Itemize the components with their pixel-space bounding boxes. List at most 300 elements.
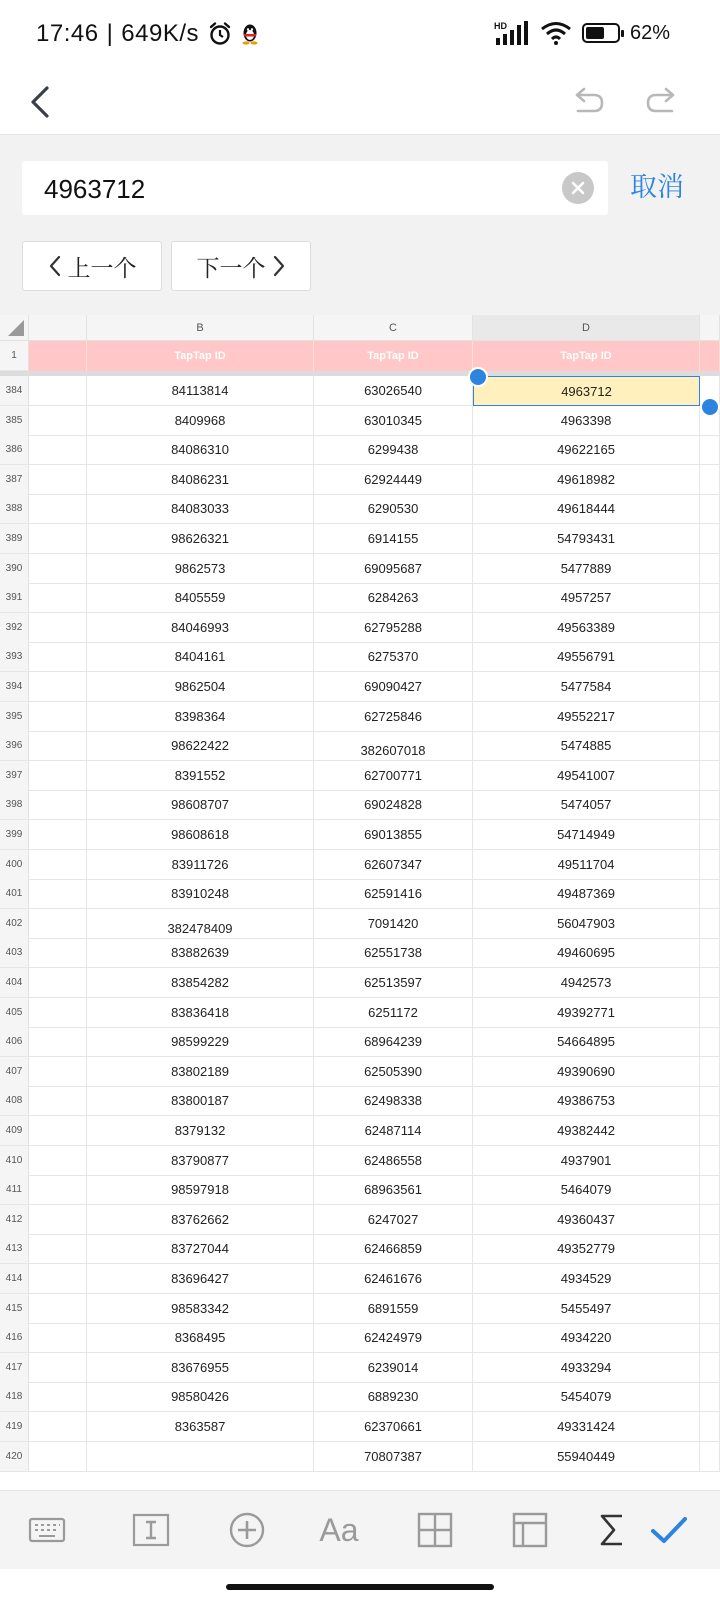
redo-button[interactable] [632,70,692,134]
cell-d[interactable]: 5477889 [473,554,700,584]
cell-b[interactable] [87,1442,314,1472]
cell-e[interactable] [700,731,720,761]
row-number[interactable]: 388 [0,494,29,524]
row-number[interactable]: 405 [0,998,29,1028]
cell-d[interactable]: 56047903 [473,909,700,939]
cell-b[interactable]: 98608707 [87,790,314,820]
cell-d[interactable]: 5474885 [473,731,700,761]
cell-a[interactable] [29,1086,87,1116]
cell-c[interactable]: 62725846 [314,702,473,732]
row-number[interactable]: 413 [0,1234,29,1264]
table-row [0,1116,720,1146]
cell-e[interactable] [700,1146,720,1176]
cell-c[interactable]: 63026540 [314,376,473,406]
cell-a[interactable] [29,1353,87,1383]
row-number[interactable]: 402 [0,909,29,939]
cell-b[interactable]: 382478409 [87,909,314,939]
cell-c[interactable]: 6284263 [314,583,473,613]
cell-a[interactable] [29,1412,87,1442]
cell-c[interactable]: 6251172 [314,998,473,1028]
cell-b[interactable]: 83762662 [87,1205,314,1235]
header-cell-d[interactable]: TapTap ID [473,341,700,371]
cell-b[interactable]: 98626321 [87,524,314,554]
cell-c[interactable]: 62498338 [314,1086,473,1116]
row-number[interactable]: 404 [0,968,29,998]
cell-a[interactable] [29,1116,87,1146]
row-number[interactable]: 384 [0,376,29,406]
confirm-icon [649,1514,689,1546]
table-row [0,879,720,909]
cell-a[interactable] [29,524,87,554]
table-row [0,909,720,939]
cell-e[interactable] [700,1234,720,1264]
cell-edit-button[interactable] [126,1505,176,1555]
row-number[interactable]: 419 [0,1412,29,1442]
status-time: 17:46 [36,20,99,47]
cell-a[interactable] [29,1294,87,1324]
cell-e[interactable] [700,1057,720,1087]
status-separator: | [106,20,114,47]
cell-b[interactable]: 8368495 [87,1323,314,1353]
insert-button[interactable] [222,1505,272,1555]
table-icon [417,1512,453,1548]
cell-c[interactable]: 69024828 [314,790,473,820]
row-number[interactable]: 410 [0,1146,29,1176]
cell-a[interactable] [29,909,87,939]
row-number[interactable]: 396 [0,731,29,761]
cell-c[interactable]: 62487114 [314,1116,473,1146]
cell-d[interactable]: 49556791 [473,642,700,672]
cell-format-button[interactable] [410,1505,460,1555]
table-row [0,1205,720,1235]
cell-c[interactable]: 6299438 [314,435,473,465]
cell-e[interactable] [700,1412,720,1442]
cell-e[interactable] [700,642,720,672]
cell-e[interactable] [700,613,720,643]
cell-e[interactable] [700,879,720,909]
row-number[interactable]: 398 [0,790,29,820]
cell-a[interactable] [29,850,87,880]
cell-b[interactable]: 84086310 [87,435,314,465]
cell-e[interactable] [700,494,720,524]
redo-icon [644,87,680,117]
table-row [0,672,720,702]
cell-b[interactable]: 98622422 [87,731,314,761]
cell-d[interactable]: 55940449 [473,1442,700,1472]
cell-d[interactable]: 4942573 [473,968,700,998]
cell-b[interactable]: 98597918 [87,1175,314,1205]
cell-c[interactable]: 62513597 [314,968,473,998]
cell-c[interactable]: 6914155 [314,524,473,554]
close-icon [571,181,585,195]
row-number[interactable]: 412 [0,1205,29,1235]
status-bar [0,0,720,70]
cell-d[interactable]: 49541007 [473,761,700,791]
cell-e[interactable] [700,1353,720,1383]
cell-c[interactable]: 6247027 [314,1205,473,1235]
chevron-left-icon [28,85,52,119]
cell-e[interactable] [700,583,720,613]
cell-e[interactable] [700,1027,720,1057]
cell-d[interactable]: 49352779 [473,1234,700,1264]
cell-b[interactable]: 83802189 [87,1057,314,1087]
row-number[interactable]: 415 [0,1294,29,1324]
cell-e[interactable] [700,1323,720,1353]
cell-d[interactable]: 49360437 [473,1205,700,1235]
cell-a[interactable] [29,1146,87,1176]
font-button[interactable] [314,1505,364,1555]
row-number[interactable]: 400 [0,850,29,880]
cell-a[interactable] [29,406,87,436]
cell-b[interactable]: 9862504 [87,672,314,702]
cell-b[interactable]: 84046993 [87,613,314,643]
row-number[interactable]: 393 [0,642,29,672]
header-cell-c[interactable]: TapTap ID [314,341,473,371]
cell-e[interactable] [700,465,720,495]
row-number[interactable]: 390 [0,554,29,584]
header-cell-e[interactable] [700,341,720,371]
cell-e[interactable] [700,702,720,732]
cell-d[interactable]: 49563389 [473,613,700,643]
clear-search-button[interactable] [562,172,594,204]
cell-a[interactable] [29,465,87,495]
cell-c[interactable]: 69095687 [314,554,473,584]
table-row [0,998,720,1028]
cell-c[interactable]: 70807387 [314,1442,473,1472]
cell-e[interactable] [700,1442,720,1472]
battery-fill [586,27,604,39]
selection-handle-start[interactable] [468,367,488,387]
cell-d[interactable]: 54664895 [473,1027,700,1057]
cell-b[interactable]: 98608618 [87,820,314,850]
cell-e[interactable] [700,820,720,850]
cell-e[interactable] [700,909,720,939]
cell-d[interactable]: 4937901 [473,1146,700,1176]
cell-c[interactable]: 63010345 [314,406,473,436]
cell-d[interactable]: 49382442 [473,1116,700,1146]
next-result-button[interactable] [171,241,311,291]
cell-d[interactable]: 49386753 [473,1086,700,1116]
cell-c[interactable]: 62551738 [314,938,473,968]
cell-d[interactable]: 49460695 [473,938,700,968]
cell-e[interactable] [700,1116,720,1146]
cell-e[interactable] [700,761,720,791]
search-box [22,161,608,215]
cell-d[interactable]: 4934529 [473,1264,700,1294]
row-number[interactable]: 391 [0,583,29,613]
cell-e[interactable] [700,1382,720,1412]
cell-b[interactable]: 83854282 [87,968,314,998]
row-number[interactable]: 387 [0,465,29,495]
alarm-icon [207,21,233,47]
cell-a[interactable] [29,1323,87,1353]
cell-a[interactable] [29,613,87,643]
cell-b[interactable]: 8398364 [87,702,314,732]
table-row [0,1353,720,1383]
cell-e[interactable] [700,790,720,820]
cell-a[interactable] [29,1234,87,1264]
row-number[interactable]: 407 [0,1057,29,1087]
cell-a[interactable] [29,1057,87,1087]
cell-a[interactable] [29,1382,87,1412]
status-right [494,20,670,46]
cell-b[interactable]: 84113814 [87,376,314,406]
cell-e[interactable] [700,1086,720,1116]
cell-c[interactable]: 62924449 [314,465,473,495]
cell-a[interactable] [29,554,87,584]
cell-b[interactable]: 98580426 [87,1382,314,1412]
row-number[interactable]: 395 [0,702,29,732]
cell-b[interactable]: 83696427 [87,1264,314,1294]
row-number[interactable]: 406 [0,1027,29,1057]
column-header-a[interactable] [29,315,87,341]
cell-d[interactable]: 5464079 [473,1175,700,1205]
cell-b[interactable]: 8409968 [87,406,314,436]
table-row [0,1146,720,1176]
row-number[interactable]: 399 [0,820,29,850]
search-panel [0,135,720,315]
cell-c[interactable]: 62486558 [314,1146,473,1176]
table-row [0,1294,720,1324]
cell-d[interactable]: 49618444 [473,494,700,524]
cell-b[interactable]: 83910248 [87,879,314,909]
table-row [0,1323,720,1353]
cell-c[interactable]: 6239014 [314,1353,473,1383]
cell-c[interactable]: 68963561 [314,1175,473,1205]
qq-penguin-icon [241,23,259,45]
cell-c[interactable]: 6275370 [314,642,473,672]
cell-a[interactable] [29,702,87,732]
row-number[interactable]: 394 [0,672,29,702]
cell-b[interactable]: 83727044 [87,1234,314,1264]
cell-e[interactable] [700,435,720,465]
cell-c[interactable]: 68964239 [314,1027,473,1057]
cell-c[interactable]: 62607347 [314,850,473,880]
cell-a[interactable] [29,879,87,909]
cell-d[interactable]: 5477584 [473,672,700,702]
cell-c[interactable]: 62466859 [314,1234,473,1264]
chevron-left-icon [48,255,62,277]
cell-c[interactable]: 62424979 [314,1323,473,1353]
cell-d[interactable]: 49331424 [473,1412,700,1442]
row-number[interactable]: 401 [0,879,29,909]
cell-b[interactable]: 83676955 [87,1353,314,1383]
row-number[interactable]: 397 [0,761,29,791]
cell-a[interactable] [29,376,87,406]
cell-d[interactable]: 49390690 [473,1057,700,1087]
cell-b[interactable]: 98583342 [87,1294,314,1324]
cell-a[interactable] [29,938,87,968]
selected-cell[interactable]: 4963712 [473,376,700,406]
cell-d[interactable]: 4933294 [473,1353,700,1383]
row-number[interactable]: 418 [0,1382,29,1412]
table-row [0,850,720,880]
confirm-button[interactable] [644,1505,694,1555]
row-number-1[interactable]: 1 [0,341,29,371]
table-row [0,406,720,436]
font-icon: Aa [319,1511,359,1548]
search-input[interactable] [42,161,566,217]
cell-d[interactable]: 49622165 [473,435,700,465]
cell-b[interactable]: 83836418 [87,998,314,1028]
row-number[interactable]: 417 [0,1353,29,1383]
cell-e[interactable] [700,968,720,998]
cell-d[interactable]: 4957257 [473,583,700,613]
cell-c[interactable]: 69090427 [314,672,473,702]
cell-c[interactable]: 62591416 [314,879,473,909]
cell-a[interactable] [29,998,87,1028]
row-number[interactable]: 416 [0,1323,29,1353]
header-cell-b[interactable]: TapTap ID [87,341,314,371]
table-row [0,1175,720,1205]
cell-a[interactable] [29,672,87,702]
select-all-corner[interactable] [0,315,29,341]
keyboard-icon [28,1516,66,1544]
table-row [0,1234,720,1264]
cell-b[interactable]: 8391552 [87,761,314,791]
column-header-d[interactable]: D [473,315,700,341]
cell-a[interactable] [29,1205,87,1235]
cell-d[interactable]: 5474057 [473,790,700,820]
keyboard-button[interactable] [22,1505,72,1555]
cell-d[interactable]: 49511704 [473,850,700,880]
cell-e[interactable] [700,850,720,880]
cell-a[interactable] [29,1175,87,1205]
cell-b[interactable]: 83911726 [87,850,314,880]
back-button[interactable] [10,70,70,134]
table-row [0,968,720,998]
cell-a[interactable] [29,435,87,465]
cell-c[interactable]: 62370661 [314,1412,473,1442]
cell-a[interactable] [29,494,87,524]
selection-handle-end[interactable] [700,397,720,417]
battery-icon [582,23,620,43]
cell-a[interactable] [29,731,87,761]
cell-c[interactable]: 6891559 [314,1294,473,1324]
cell-c[interactable]: 62795288 [314,613,473,643]
cell-c[interactable]: 7091420 [314,909,473,939]
cell-c[interactable]: 69013855 [314,820,473,850]
table-row [0,731,720,761]
row-number[interactable]: 403 [0,938,29,968]
hd-label: HD [493,21,507,31]
cell-d[interactable]: 49487369 [473,879,700,909]
cell-e[interactable] [700,524,720,554]
cancel-button[interactable]: 取消 [630,172,684,202]
cell-b[interactable]: 83882639 [87,938,314,968]
cell-d[interactable]: 54793431 [473,524,700,554]
cell-e[interactable] [700,1294,720,1324]
previous-result-button[interactable] [22,241,162,291]
table-row [0,435,720,465]
freeze-button[interactable] [505,1505,555,1555]
cell-d[interactable]: 54714949 [473,820,700,850]
cell-c[interactable]: 382607018 [314,731,473,761]
row-number[interactable]: 385 [0,406,29,436]
cell-d[interactable]: 49618982 [473,465,700,495]
cell-a[interactable] [29,820,87,850]
cell-b[interactable]: 98599229 [87,1027,314,1057]
cell-c[interactable]: 62461676 [314,1264,473,1294]
cell-b[interactable]: 83800187 [87,1086,314,1116]
cell-e[interactable] [700,998,720,1028]
table-row [0,1264,720,1294]
cell-c[interactable]: 62505390 [314,1057,473,1087]
header-cell-a[interactable] [29,341,87,371]
cell-c[interactable]: 6889230 [314,1382,473,1412]
row-number[interactable]: 411 [0,1175,29,1205]
cell-a[interactable] [29,790,87,820]
column-header-c[interactable]: C [314,315,473,341]
row-number[interactable]: 414 [0,1264,29,1294]
cell-c[interactable]: 62700771 [314,761,473,791]
cell-b[interactable]: 8379132 [87,1116,314,1146]
cell-d[interactable]: 49392771 [473,998,700,1028]
column-header-b[interactable]: B [87,315,314,341]
cell-a[interactable] [29,642,87,672]
table-row [0,820,720,850]
row-number[interactable]: 408 [0,1086,29,1116]
undo-button[interactable] [558,70,618,134]
column-header-e[interactable] [700,315,720,341]
cell-b[interactable]: 8363587 [87,1412,314,1442]
cell-d[interactable]: 4934220 [473,1323,700,1353]
cell-d[interactable]: 5455497 [473,1294,700,1324]
cell-e[interactable] [700,1264,720,1294]
cell-a[interactable] [29,968,87,998]
cell-b[interactable]: 84086231 [87,465,314,495]
home-indicator[interactable] [226,1584,494,1590]
row-number[interactable]: 420 [0,1442,29,1472]
cell-a[interactable] [29,1442,87,1472]
cell-a[interactable] [29,1027,87,1057]
cell-d[interactable]: 4963398 [473,406,700,436]
row-number[interactable]: 409 [0,1116,29,1146]
table-row [0,1057,720,1087]
insert-icon [228,1511,266,1549]
cell-b[interactable]: 83790877 [87,1146,314,1176]
cell-b[interactable]: 9862573 [87,554,314,584]
row-number[interactable]: 392 [0,613,29,643]
cell-a[interactable] [29,761,87,791]
cell-d[interactable]: 49552217 [473,702,700,732]
chevron-right-icon [272,255,286,277]
cell-b[interactable]: 84083033 [87,494,314,524]
table-row [0,524,720,554]
battery-percent: 62% [629,21,670,44]
table-row [0,465,720,495]
cell-c[interactable]: 6290530 [314,494,473,524]
table-row [0,494,720,524]
cell-d[interactable]: 5454079 [473,1382,700,1412]
cell-b[interactable]: 8405559 [87,583,314,613]
table-row [0,790,720,820]
bottom-toolbar [0,1490,720,1569]
formula-button[interactable] [592,1505,628,1555]
cell-b[interactable]: 8404161 [87,642,314,672]
cell-e[interactable] [700,938,720,968]
signal-hd-icon [494,20,530,46]
spreadsheet-grid[interactable] [0,315,720,1490]
cell-e[interactable] [700,1205,720,1235]
cell-e[interactable] [700,1175,720,1205]
cell-a[interactable] [29,1264,87,1294]
cell-e[interactable] [700,672,720,702]
row-number[interactable]: 386 [0,435,29,465]
cell-e[interactable] [700,554,720,584]
cell-a[interactable] [29,583,87,613]
row-number[interactable]: 389 [0,524,29,554]
